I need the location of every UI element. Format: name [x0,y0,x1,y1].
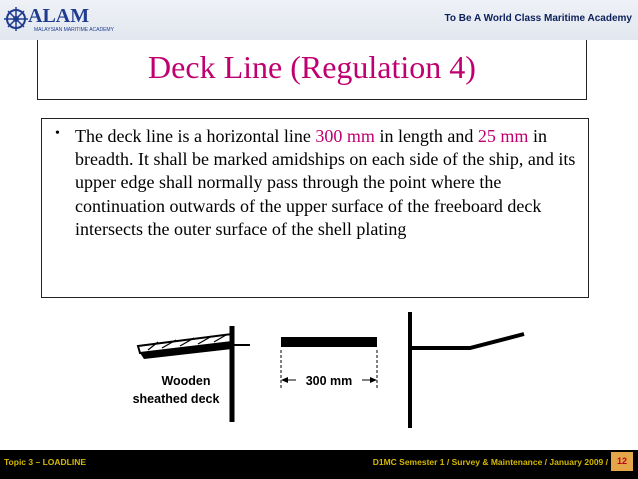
logo-text: ALAM [28,5,90,27]
highlight-length: 300 mm [315,126,375,146]
page-number: 12 [616,456,627,466]
highlight-breadth: 25 mm [477,126,529,146]
footer-topic: Topic 3 – LOADLINE [4,457,87,467]
body-text-part3: in breadth. It shall be marked amidships on each side of the ship, and its upper edge shall normally pass through the point where the continuation outwards of the upper surface of the freeboard deck intersects the outer surface of the shell plating [75,126,576,239]
footer-bar [0,450,638,479]
wooden-label-line1: Wooden [161,374,211,388]
bullet-marker: • [55,126,60,141]
page-number-box [611,452,633,471]
body-text-part1: The deck line is a horizontal line [75,126,316,146]
header-tagline: To Be A World Class Maritime Academy [444,13,632,24]
slide-title: Deck Line (Regulation 4) [148,49,476,85]
wooden-label-line2: sheathed deck [132,392,220,406]
dimension-label: 300 mm [305,374,353,388]
header-band [0,0,638,40]
body-paragraph [75,125,583,241]
logo-subtext: MALAYSIAN MARITIME ACADEMY [34,27,114,33]
title-box [37,40,587,100]
alam-logo [4,3,114,37]
deck-line-diagram [0,300,638,450]
right-deck-drawing [410,312,524,428]
body-box [41,118,589,298]
footer-course-info: D1MC Semester 1 / Survey & Maintenance / January 2009 / [372,457,608,467]
body-text-part2: in length and [374,126,478,146]
